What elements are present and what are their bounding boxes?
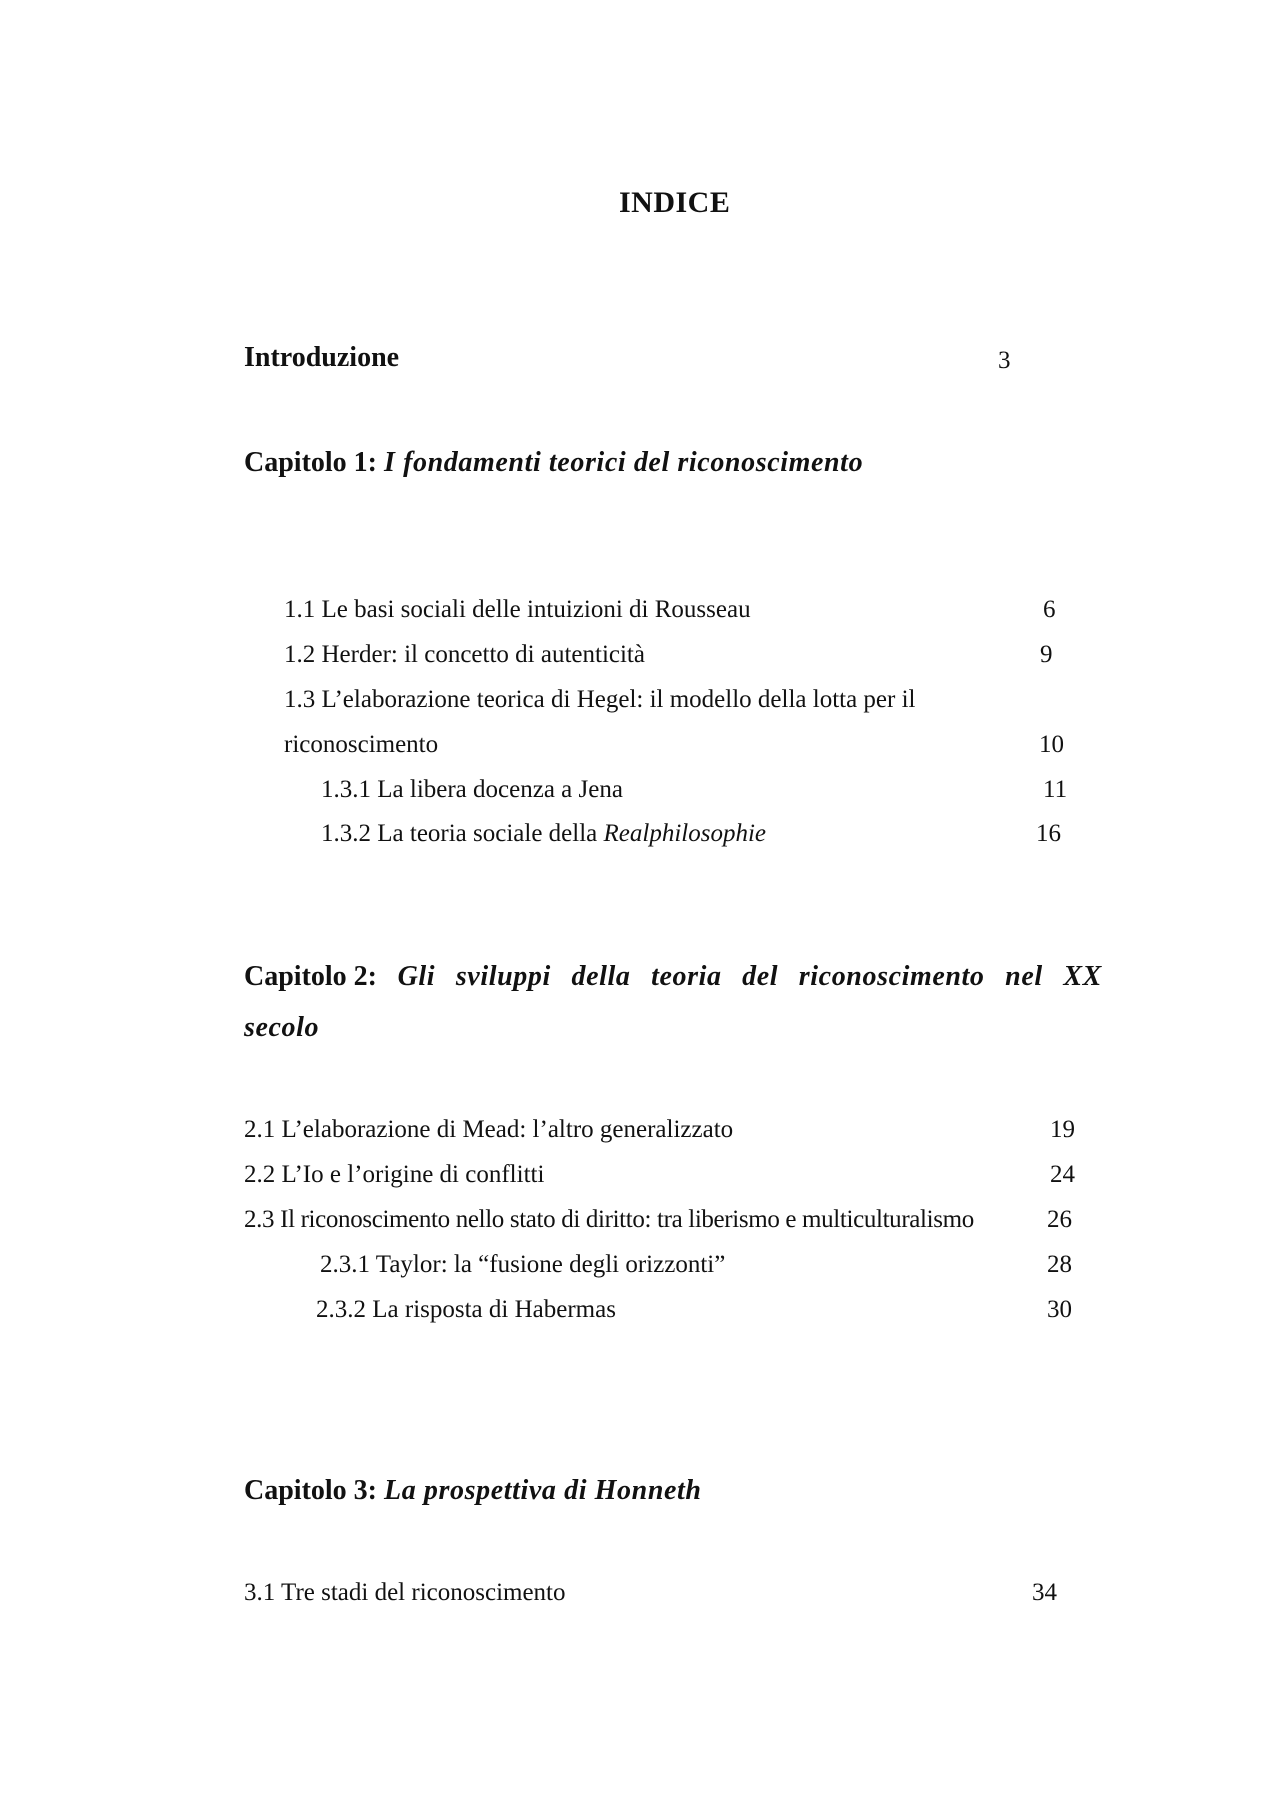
- toc-page-2-1: 19: [1050, 1116, 1075, 1143]
- chapter-2-title-word: nel: [1005, 961, 1043, 992]
- toc-entry-1-3-2-italic: Realphilosophie: [603, 820, 767, 847]
- chapter-3-prefix: Capitolo 3:: [244, 1475, 377, 1506]
- toc-entry-2-3: 2.3 Il riconoscimento nello stato di diritto: tra liberismo e multiculturalismo: [244, 1206, 974, 1233]
- toc-entry-2-3-1: 2.3.1 Taylor: la “fusione degli orizzonti”: [320, 1251, 726, 1278]
- toc-entry-1-2: 1.2 Herder: il concetto di autenticità: [284, 641, 645, 668]
- toc-page-1-2: 9: [1040, 641, 1053, 668]
- chapter-2-title-word: della: [571, 961, 631, 992]
- toc-page-2-3: 26: [1047, 1206, 1072, 1233]
- toc-page-2-3-2: 30: [1047, 1296, 1072, 1323]
- chapter-2-title-word: teoria: [651, 961, 722, 992]
- toc-page-1-3: 10: [1039, 731, 1064, 758]
- toc-entry-1-3-line2: riconoscimento: [284, 731, 439, 758]
- toc-entry-2-3-2: 2.3.2 La risposta di Habermas: [316, 1296, 616, 1323]
- chapter-1-title: I fondamenti teorici del riconoscimento: [384, 447, 864, 478]
- chapter-2-title-word: Gli: [397, 961, 436, 992]
- page-title: INDICE: [619, 186, 731, 219]
- chapter-1-heading: [244, 449, 863, 477]
- toc-entry-1-3-2-prefix: 1.3.2 La teoria sociale della: [321, 820, 604, 847]
- chapter-3-heading: [244, 1477, 702, 1505]
- chapter-3-title: La prospettiva di Honneth: [384, 1475, 702, 1506]
- toc-page-3-1: 34: [1032, 1579, 1057, 1606]
- toc-entry-1-1: 1.1 Le basi sociali delle intuizioni di Rousseau: [284, 596, 751, 623]
- toc-entry-2-1: 2.1 L’elaborazione di Mead: l’altro generalizzato: [244, 1116, 734, 1143]
- toc-entry-1-3-1: 1.3.1 La libera docenza a Jena: [321, 776, 623, 803]
- toc-page-1-3-2: 16: [1036, 820, 1061, 847]
- chapter-2-title-word: del: [742, 961, 779, 992]
- toc-page-2-3-1: 28: [1047, 1251, 1072, 1278]
- intro-page: 3: [998, 347, 1011, 374]
- chapter-2-title-word: XX: [1063, 961, 1102, 992]
- toc-entry-1-3-line1: 1.3 L’elaborazione teorica di Hegel: il modello della lotta per il: [284, 686, 916, 713]
- intro-label: Introduzione: [244, 342, 400, 373]
- chapter-2-title-line2: secolo: [244, 1012, 320, 1043]
- toc-entry-2-2: 2.2 L’Io e l’origine di conflitti: [244, 1161, 545, 1188]
- toc-entry-1-3-2: [321, 821, 766, 846]
- chapter-2-title-word: sviluppi: [455, 961, 551, 992]
- chapter-2-title-word: riconoscimento: [798, 961, 985, 992]
- chapter-1-prefix: Capitolo 1:: [244, 447, 377, 478]
- toc-entry-3-1: 3.1 Tre stadi del riconoscimento: [244, 1579, 566, 1606]
- chapter-2-prefix: Capitolo 2:: [244, 961, 377, 992]
- chapter-2-heading-line1: [244, 963, 1102, 991]
- toc-page-2-2: 24: [1050, 1161, 1075, 1188]
- toc-page-1-3-1: 11: [1043, 776, 1068, 803]
- toc-page-1-1: 6: [1043, 596, 1056, 623]
- chapter-2-heading-line2: [244, 1014, 319, 1042]
